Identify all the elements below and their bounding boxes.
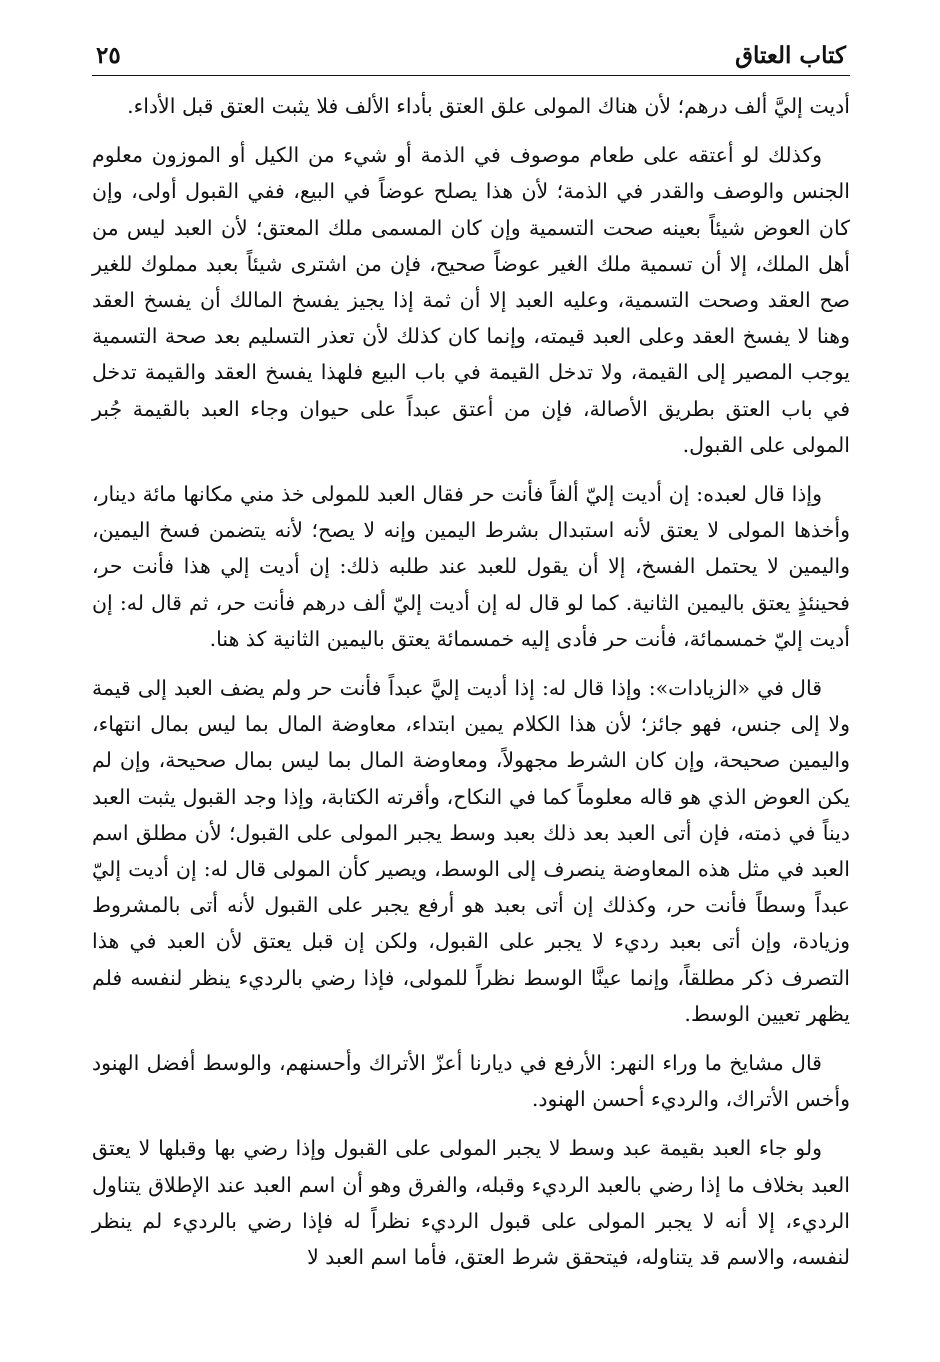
page-number: ٢٥ <box>96 42 121 69</box>
paragraph: ولو جاء العبد بقيمة عبد وسط لا يجبر المولى على القبول وإذا رضي بها وقبلها لا يعتق العبد بخلاف ما إذا رضي بالعبد الرديء وقبله، والفرق وهو أن اسم العبد عند الإطلاق يتناول الرديء، إلا أنه لا يجبر المولى على قبول الرديء نظراً له فإذا رضي بالرديء لم ينظر لنفسه، والاسم قد يتناوله، فيتحقق شرط العتق، فأما اسم العبد لا <box>92 1136 850 1270</box>
paragraph: وكذلك لو أعتقه على طعام موصوف في الذمة أو شيء من الكيل أو الموزون معلوم الجنس والوصف والقدر في الذمة؛ لأن هذا يصلح عوضاً في البيع، ففي القبول أولى، وإن كان العوض شيئاً بعينه صحت التسمية وإن كان المسمى ملك المعتق؛ لأن العبد ليس من أهل الملك، إلا أن تسمية ملك الغير عوضاً صحيح، فإن من اشترى شيئاً بعبد مملوك للغير صح العقد وصحت التسمية، وعليه العبد إلا أن ثمة إذا يجيز يفسخ المالك أن يفسخ العقد وهنا لا يفسخ العقد وعلى العبد قيمته، وإنما كان كذلك لأن تعذر التسليم بعد صحة التسمية يوجب المصير إلى القيمة، ولا تدخل القيمة في باب البيع فلهذا يفسخ العقد والقيمة تدخل في باب العتق بطريق الأصالة، فإن من أعتق عبداً على حيوان وجاء العبد بالقيمة جُبر المولى على القبول. <box>92 143 850 457</box>
running-header <box>92 32 850 76</box>
paragraph: قال مشايخ ما وراء النهر: الأرفع في ديارنا أعزّ الأتراك وأحسنهم، والوسط أفضل الهنود وأخس الأتراك، والرديء أحسن الهنود. <box>92 1051 850 1112</box>
body-text <box>92 88 850 1275</box>
book-title: كتاب العتاق <box>735 42 846 69</box>
paragraph: أديت إليَّ ألف درهم؛ لأن هناك المولى علق العتق بأداء الألف فلا يثبت العتق قبل الأداء. <box>127 94 850 118</box>
paragraph: قال في «الزيادات»: وإذا قال له: إذا أديت إليَّ عبداً فأنت حر ولم يضف العبد إلى قيمة ولا إلى جنس، فهو جائز؛ لأن هذا الكلام يمين ابتداء، معاوضة المال بما ليس بمال انتهاء، واليمين صحيحة، وإن كان الشرط مجهولاً، ومعاوضة المال بما ليس بمال صحيحة، وإن لم يكن العوض الذي هو قاله معلوماً كما في النكاح، وأقرته الكتابة، وإذا وجد القبول يثبت العبد ديناً في ذمته، فإن أتى العبد بعد ذلك بعبد وسط يجبر المولى على القبول؛ لأن مطلق اسم العبد في مثل هذه المعاوضة ينصرف إلى الوسط، ويصير كأن المولى قال له: إن أديت إليّ عبداً وسطاً فأنت حر، وكذلك إن أتى بعبد هو أرفع يجبر على القبول لأنه أتى بالمشروط وزيادة، وإن أتى بعبد رديء لا يجبر على القبول، ولكن إن قبل يعتق لأن العبد في هذا التصرف ذكر مطلقاً، وإنما عينَّا الوسط نظراً للمولى، فإذا رضي بالرديء ينظر لنفسه فلم يظهر تعيين الوسط. <box>92 676 850 1026</box>
paragraph: وإذا قال لعبده: إن أديت إليّ ألفاً فأنت حر فقال العبد للمولى خذ مني مكانها مائة دينار، وأخذها المولى لا يعتق لأنه استبدال بشرط اليمين وإنه لا يصح؛ لأنه يتضمن فسخ اليمين، واليمين لا يحتمل الفسخ، إلا أن يقول للعبد عند طلبه ذلك: إن أديت إلي هذا فأنت حر، فحينئذٍ يعتق باليمين الثانية. كما لو قال له إن أديت إليّ ألف درهم فأنت حر، ثم قال له: إن أديت إليّ خمسمائة، فأنت حر فأدى إليه خمسمائة يعتق باليمين الثانية كذ هنا. <box>92 482 850 651</box>
